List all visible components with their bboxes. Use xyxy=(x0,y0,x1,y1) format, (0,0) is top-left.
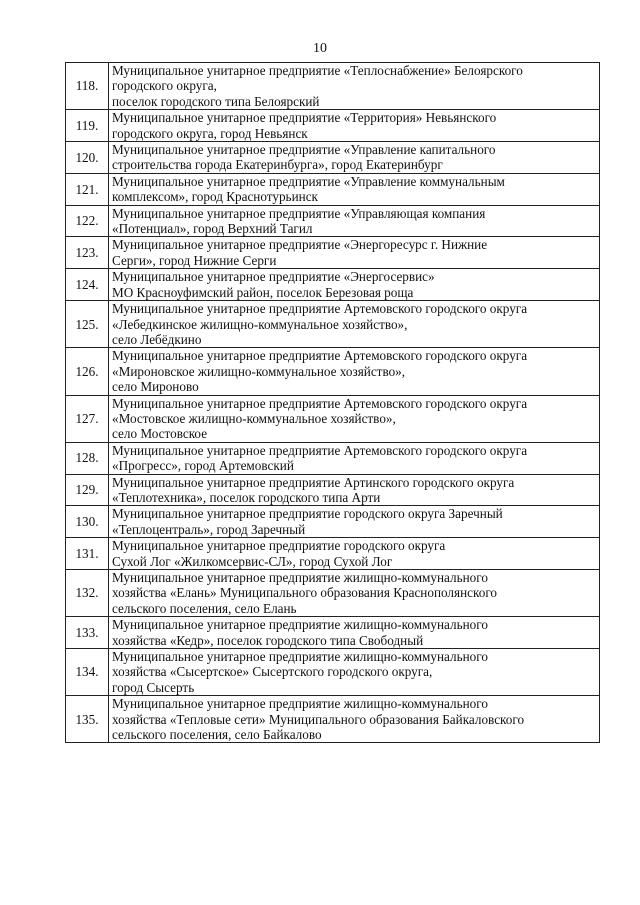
row-number: 124. xyxy=(66,269,109,301)
table-row xyxy=(66,395,600,442)
table-row xyxy=(66,301,600,348)
enterprise-name-line: МО Красноуфимский район, поселок Березовая роща xyxy=(112,284,414,300)
enterprise-name-line: Муниципальное унитарное предприятие «Энергоресурс г. Нижние xyxy=(112,237,488,253)
enterprise-name-cell xyxy=(109,395,600,442)
enterprise-name-line: Муниципальное унитарное предприятие жилищно-коммунального xyxy=(112,617,488,633)
enterprise-table xyxy=(65,62,600,743)
enterprise-name-line: хозяйства «Тепловые сети» Муниципального образования Байкаловского xyxy=(112,711,525,727)
row-number: 128. xyxy=(66,442,109,474)
enterprise-name-line: Муниципальное унитарное предприятие городского округа Заречный xyxy=(112,506,503,522)
row-number: 133. xyxy=(66,617,109,649)
enterprise-name-cell xyxy=(109,142,600,174)
enterprise-name-line: Муниципальное унитарное предприятие «Управление капитального xyxy=(112,142,496,158)
enterprise-name-cell xyxy=(109,63,600,110)
row-number: 125. xyxy=(66,301,109,348)
enterprise-name-line: сельского поселения, село Елань xyxy=(112,600,297,616)
enterprise-name-line: хозяйства «Кедр», поселок городского типа Свободный xyxy=(112,632,424,648)
enterprise-name-line: хозяйства «Елань» Муниципального образования Краснополянского xyxy=(112,585,497,601)
enterprise-name-line: село Мироново xyxy=(112,379,199,395)
table-row xyxy=(66,110,600,142)
enterprise-name-line: Муниципальное унитарное предприятие «Теплоснабжение» Белоярского xyxy=(112,63,523,78)
row-number: 118. xyxy=(66,63,109,110)
table-row xyxy=(66,205,600,237)
enterprise-name-line: «Теплотехника», поселок городского типа Арти xyxy=(112,489,381,505)
enterprise-name-line: Муниципальное унитарное предприятие жилищно-коммунального xyxy=(112,570,488,585)
enterprise-name-line: поселок городского типа Белоярский xyxy=(112,93,320,109)
enterprise-name-cell xyxy=(109,506,600,538)
row-number: 121. xyxy=(66,173,109,205)
enterprise-name-line: сельского поселения, село Байкалово xyxy=(112,727,322,743)
row-number: 129. xyxy=(66,474,109,506)
enterprise-name-line: Муниципальное унитарное предприятие городского округа xyxy=(112,538,446,554)
table-row xyxy=(66,474,600,506)
enterprise-name-line: Муниципальное унитарное предприятие Артемовского городского округа xyxy=(112,442,528,458)
row-number: 130. xyxy=(66,506,109,538)
enterprise-name-cell xyxy=(109,301,600,348)
table-body xyxy=(66,63,600,743)
enterprise-name-line: «Лебедкинское жилищно-коммунальное хозяйство», xyxy=(112,316,408,332)
page-number: 10 xyxy=(313,41,327,56)
enterprise-name-line: «Теплоцентраль», город Заречный xyxy=(112,521,306,537)
enterprise-name-line: Муниципальное унитарное предприятие Артемовского городского округа xyxy=(112,395,528,411)
row-number: 123. xyxy=(66,237,109,269)
row-number: 120. xyxy=(66,142,109,174)
enterprise-name-line: хозяйства «Сысертское» Сысертского городского округа, xyxy=(112,664,433,680)
enterprise-name-line: комплексом», город Краснотурьинск xyxy=(112,189,318,205)
enterprise-name-cell xyxy=(109,538,600,570)
enterprise-name-cell xyxy=(109,110,600,142)
enterprise-name-line: Муниципальное унитарное предприятие жилищно-коммунального xyxy=(112,696,488,712)
enterprise-name-cell xyxy=(109,696,600,743)
enterprise-name-cell xyxy=(109,570,600,617)
enterprise-name-line: Серги», город Нижние Серги xyxy=(112,252,277,268)
enterprise-name-line: «Потенциал», город Верхний Тагил xyxy=(112,221,313,237)
enterprise-name-line: Муниципальное унитарное предприятие «Управление коммунальным xyxy=(112,173,505,189)
table-row xyxy=(66,649,600,696)
enterprise-name-line: Сухой Лог «Жилкомсервис-СЛ», город Сухой Лог xyxy=(112,553,393,569)
enterprise-name-line: «Прогресс», город Артемовский xyxy=(112,458,294,474)
table-row xyxy=(66,538,600,570)
enterprise-name-line: Муниципальное унитарное предприятие Артемовского городского округа xyxy=(112,301,528,317)
row-number: 131. xyxy=(66,538,109,570)
enterprise-name-cell xyxy=(109,649,600,696)
table-row xyxy=(66,142,600,174)
enterprise-name-cell xyxy=(109,173,600,205)
table-row xyxy=(66,269,600,301)
row-number: 134. xyxy=(66,649,109,696)
table-row xyxy=(66,617,600,649)
table-row xyxy=(66,237,600,269)
enterprise-name-line: Муниципальное унитарное предприятие Артинского городского округа xyxy=(112,474,515,490)
table-row xyxy=(66,348,600,395)
row-number: 132. xyxy=(66,570,109,617)
enterprise-name-cell xyxy=(109,348,600,395)
enterprise-name-line: Муниципальное унитарное предприятие Артемовского городского округа xyxy=(112,348,528,364)
table-row xyxy=(66,173,600,205)
enterprise-name-line: городского округа, xyxy=(112,78,217,94)
row-number: 126. xyxy=(66,348,109,395)
table-row xyxy=(66,506,600,538)
row-number: 127. xyxy=(66,395,109,442)
enterprise-name-line: «Мостовское жилищно-коммунальное хозяйство», xyxy=(112,410,396,426)
row-number: 135. xyxy=(66,696,109,743)
enterprise-name-line: Муниципальное унитарное предприятие жилищно-коммунального xyxy=(112,649,488,665)
enterprise-name-line: село Лебёдкино xyxy=(112,331,202,347)
enterprise-name-line: Муниципальное унитарное предприятие «Территория» Невьянского xyxy=(112,110,497,126)
table-row xyxy=(66,696,600,743)
row-number: 122. xyxy=(66,205,109,237)
enterprise-name-line: город Сысерть xyxy=(112,679,195,695)
table-row xyxy=(66,570,600,617)
enterprise-name-line: «Мироновское жилищно-коммунальное хозяйство», xyxy=(112,363,406,379)
table-row xyxy=(66,63,600,110)
enterprise-name-cell xyxy=(109,205,600,237)
enterprise-name-cell xyxy=(109,269,600,301)
enterprise-name-cell xyxy=(109,617,600,649)
row-number: 119. xyxy=(66,110,109,142)
enterprise-name-line: строительства города Екатеринбурга», город Екатеринбург xyxy=(112,157,443,173)
enterprise-name-cell xyxy=(109,237,600,269)
table-row xyxy=(66,442,600,474)
enterprise-name-cell xyxy=(109,442,600,474)
enterprise-name-cell xyxy=(109,474,600,506)
enterprise-name-line: село Мостовское xyxy=(112,426,208,442)
enterprise-name-line: городского округа, город Невьянск xyxy=(112,125,308,141)
enterprise-name-line: Муниципальное унитарное предприятие «Энергосервис» xyxy=(112,269,435,285)
enterprise-name-line: Муниципальное унитарное предприятие «Управляющая компания xyxy=(112,205,486,221)
